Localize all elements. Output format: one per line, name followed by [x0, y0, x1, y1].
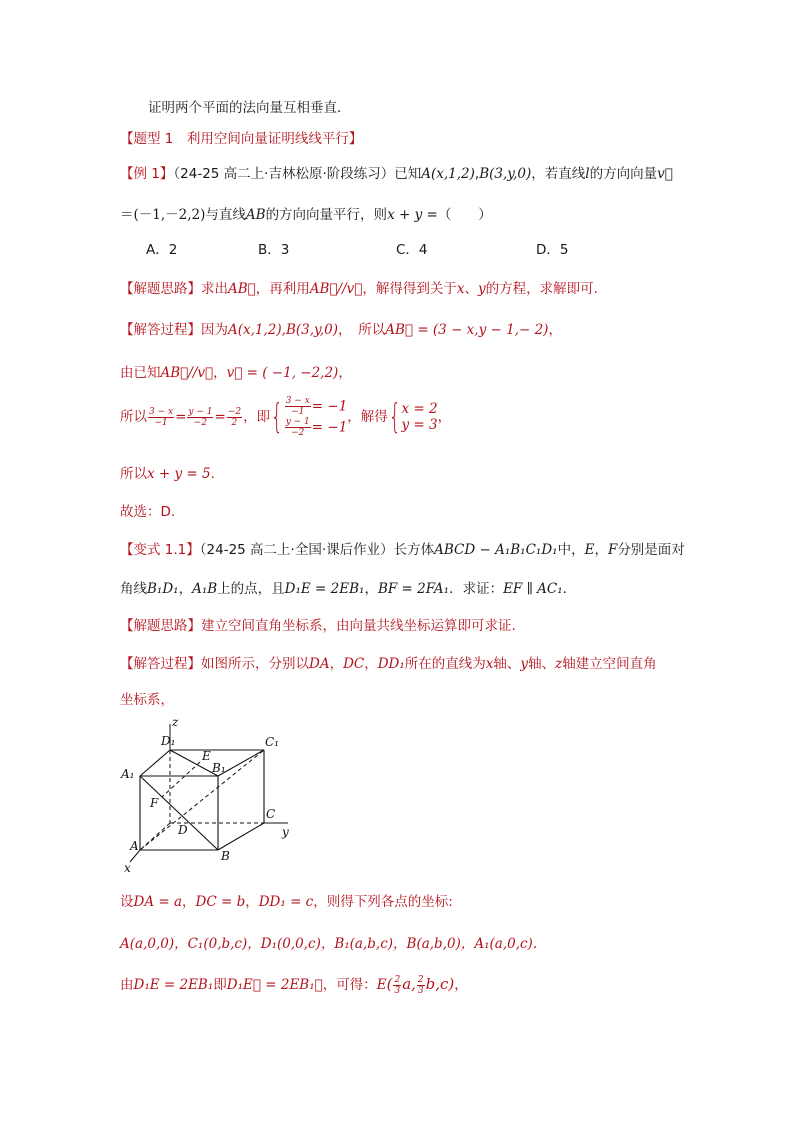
- axis-x: x: [485, 656, 494, 672]
- def-dd1: DD₁ = c: [258, 894, 314, 910]
- denominator: −2: [193, 417, 208, 428]
- condition-1: D₁E = 2EB₁: [284, 581, 365, 597]
- example-source: （24-25 高二上·吉林松原·阶段练习）: [173, 166, 395, 182]
- proof-goal: EF ∥ AC₁: [503, 581, 563, 597]
- text: ，: [245, 894, 259, 910]
- text: ，: [364, 581, 378, 597]
- question-expr: x + y =: [387, 207, 438, 223]
- example-tag: 【例 1】: [120, 166, 174, 182]
- option-b: B．3: [258, 242, 290, 258]
- equation: = −1: [311, 398, 348, 415]
- var-x: x: [456, 281, 465, 297]
- point-b: B(3,y,0): [479, 166, 532, 182]
- result-system: [401, 401, 437, 433]
- text: 轴、: [528, 656, 556, 672]
- vector-v-value: ＝(－1,－2,2): [120, 207, 206, 223]
- axis-z: z: [555, 656, 563, 672]
- text: 如图所示，分别以: [201, 656, 309, 672]
- parallel-relation: AB⃗//v⃗: [160, 365, 214, 381]
- text: 由: [120, 977, 134, 993]
- numerator: 3 − x: [149, 406, 174, 417]
- equation-system: [284, 396, 348, 438]
- fraction: [285, 417, 311, 438]
- label-e: E: [202, 749, 211, 763]
- text: 的方程，求解即可.: [485, 281, 598, 297]
- line-ab: AB: [245, 207, 266, 223]
- text: ，解得: [347, 409, 388, 425]
- axis-y: y: [520, 656, 529, 672]
- solution-2-line5: [120, 973, 468, 996]
- text: 分别是面对: [617, 542, 685, 558]
- edge-c-b: [218, 823, 264, 850]
- vector-v-expr: v⃗ = ( −1, −2,2): [226, 365, 339, 381]
- parallel-relation: AB⃗//v⃗: [309, 281, 363, 297]
- diag-d1-b1: [170, 750, 218, 776]
- numerator: −2: [227, 406, 242, 417]
- fraction: $\frac{2}{3}$: [394, 974, 401, 996]
- fraction: $\frac{2}{3}$: [417, 974, 424, 996]
- label-b: B: [221, 849, 230, 863]
- seg-dd1: DD₁: [377, 656, 405, 672]
- fraction: [285, 396, 311, 417]
- text: ，即: [243, 409, 271, 425]
- example-1-stem-line1: 【例 1】（24-25 高二上·吉林松原·阶段练习）已知A(x,1,2),B(3,y,0)，若直线l的方向向量v⃗: [120, 166, 673, 182]
- label-d1: D₁: [161, 734, 176, 748]
- text: ，可得：: [322, 977, 377, 993]
- text: ，: [548, 322, 562, 338]
- text: 、: [464, 281, 479, 297]
- label-b1: B₁: [212, 761, 226, 775]
- option-d: D．5: [536, 242, 569, 258]
- equals: =: [214, 409, 226, 425]
- solution-2-line3: [120, 890, 453, 910]
- hint-2: [120, 614, 516, 634]
- text: 因为: [201, 322, 228, 338]
- text: 轴、: [493, 656, 521, 672]
- solution-label: 【解答过程】: [120, 322, 201, 338]
- text: ．求证：: [449, 581, 504, 597]
- brace-icon: {: [388, 397, 401, 437]
- hint-label: 【解题思路】: [120, 618, 201, 634]
- label-z: z: [172, 715, 179, 729]
- brace-icon: {: [270, 397, 283, 437]
- numerator: y − 1: [285, 417, 310, 427]
- edge-d-a: [140, 823, 170, 850]
- solution-1-line3: [120, 396, 451, 438]
- segment-b1d1: B₁D₁: [147, 581, 179, 597]
- solution-label: 【解答过程】: [120, 656, 201, 672]
- text: 中，: [557, 542, 585, 558]
- denominator: 2: [231, 417, 238, 428]
- solution-1-line4: [120, 462, 215, 482]
- hint-text: 建立空间直角坐标系，由向量共线坐标运算即可求证.: [201, 618, 516, 634]
- text: 所在的直线为: [404, 656, 486, 672]
- variant-source: （24-25 高二上·全国·课后作业）: [199, 542, 394, 558]
- equation: = −1: [311, 419, 348, 436]
- text: ，: [329, 656, 344, 672]
- option-c: C．4: [396, 242, 428, 258]
- points: A(x,1,2),B(3,y,0): [228, 322, 338, 338]
- point-f: F: [607, 542, 618, 558]
- answer-blank: （ ）: [437, 207, 492, 223]
- text: ，: [182, 894, 196, 910]
- segment-a1b: A₁B: [192, 581, 218, 597]
- label-d: D: [178, 823, 188, 837]
- denominator: −1: [291, 407, 305, 417]
- label-y: y: [282, 825, 289, 839]
- edge-a1-d1: [140, 750, 170, 776]
- point-e-coords: ( $\frac{2}{3}$ a, $\frac{2}{3}$ b,c): [386, 974, 455, 996]
- text: ， 所以: [338, 322, 386, 338]
- label-a1: A₁: [121, 767, 135, 781]
- solution-2-coords: A(a,0,0)，C₁(0,b,c)，D₁(0,0,c)，B₁(a,b,c)，B(a,b,0)，A₁(a,0,c).: [120, 936, 538, 952]
- point-e: E: [584, 542, 595, 558]
- text: 角线: [120, 581, 147, 597]
- condition-2: BF = 2FA₁: [377, 581, 450, 597]
- fraction: [148, 407, 174, 428]
- text: ，: [338, 365, 352, 381]
- text: 已知: [394, 166, 422, 182]
- text: 即: [213, 977, 227, 993]
- text: 的方向向量: [589, 166, 658, 182]
- example-1-stem-line2: [120, 203, 492, 223]
- text: 所以: [120, 409, 147, 425]
- fraction: [227, 407, 242, 428]
- text: ，解得得到关于: [362, 281, 457, 297]
- text: ，: [594, 542, 608, 558]
- text: ，: [364, 656, 378, 672]
- text: 设: [120, 894, 134, 910]
- def-da: DA = a: [133, 894, 183, 910]
- solution-2-line1: [120, 652, 657, 672]
- text: ，: [213, 365, 227, 381]
- text: 的方向向量平行，则: [265, 207, 388, 223]
- text: 轴建立空间直角: [562, 656, 657, 672]
- fraction: [187, 407, 213, 428]
- solution-1-line2: [120, 361, 352, 381]
- variant-tag: 【变式 1.1】: [120, 542, 200, 558]
- solution-1-line1: [120, 318, 562, 338]
- vector-ab-expr: AB⃗ = (3 − x,y − 1,− 2): [385, 322, 549, 338]
- text: ，: [454, 977, 468, 993]
- cuboid-name: ABCD − A₁B₁C₁D₁: [434, 542, 558, 558]
- label-a: A: [130, 839, 139, 853]
- text: 上的点，且: [217, 581, 285, 597]
- vector-condition: D₁E⃗ = 2EB₁⃗: [226, 977, 323, 993]
- denominator: −2: [291, 428, 305, 438]
- solution-2-line2: 坐标系，: [120, 692, 174, 708]
- denominator: −1: [154, 417, 168, 428]
- text: 长方体: [393, 542, 435, 558]
- text: 求出: [201, 281, 228, 297]
- option-a: A．2: [146, 242, 178, 258]
- vector-v: v⃗: [657, 166, 673, 182]
- variant-stem-line1: [120, 538, 685, 558]
- label-x: x: [124, 861, 131, 874]
- line-l: l: [585, 166, 590, 182]
- equals: =: [175, 409, 187, 425]
- text: .: [210, 466, 215, 482]
- numerator: y − 1: [188, 406, 213, 417]
- point-e: E: [376, 977, 387, 993]
- label-f: F: [150, 796, 159, 810]
- def-dc: DC = b: [195, 894, 246, 910]
- topic-heading: 【题型 1 利用空间向量证明线线平行】: [120, 131, 363, 147]
- condition: D₁E = 2EB₁: [133, 977, 214, 993]
- var-y: y: [478, 281, 486, 297]
- text: 所以: [120, 466, 147, 482]
- text: ，: [437, 409, 452, 425]
- variant-stem-line2: [120, 577, 576, 597]
- hint-label: 【解题思路】: [120, 281, 201, 297]
- text: 由已知: [120, 365, 161, 381]
- result-y: y = 3: [401, 417, 438, 433]
- text: ．: [562, 581, 577, 597]
- text: ，若直线: [531, 166, 586, 182]
- hint-1: [120, 277, 598, 297]
- text: ，则得下列各点的坐标:: [313, 894, 453, 910]
- solution-1-answer: 故选：D.: [120, 504, 176, 520]
- text: ，: [178, 581, 193, 597]
- vector-ab: AB⃗: [228, 281, 256, 297]
- result-x: x = 2: [401, 401, 438, 417]
- segment-ef: [162, 762, 200, 797]
- intro-text: 证明两个平面的法向量互相垂直．: [148, 100, 351, 116]
- numerator: 3 − x: [285, 396, 310, 406]
- text: ，再利用: [255, 281, 310, 297]
- cuboid-diagram: [118, 712, 308, 874]
- point-a: A(x,1,2): [421, 166, 475, 182]
- text: 与直线: [205, 207, 246, 223]
- final-equation: x + y = 5: [147, 466, 211, 482]
- label-c1: C₁: [265, 735, 279, 749]
- seg-dc: DC: [343, 656, 365, 672]
- label-c: C: [266, 807, 276, 821]
- seg-da: DA: [309, 656, 330, 672]
